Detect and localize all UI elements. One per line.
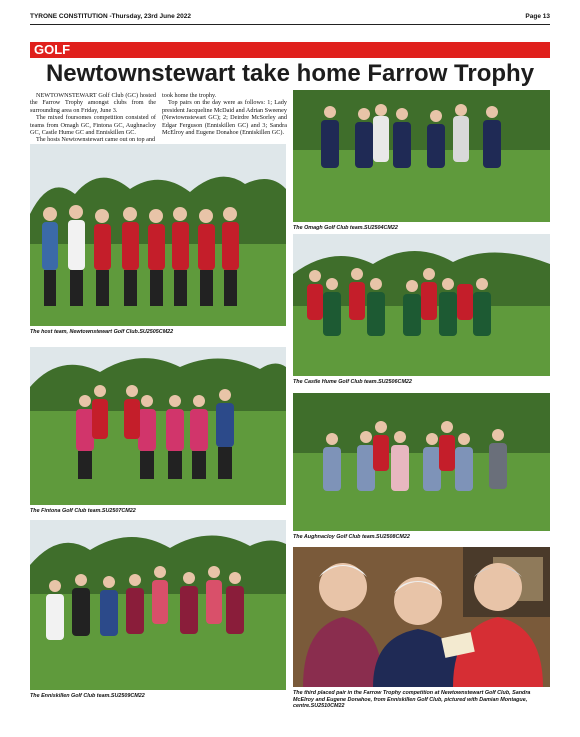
caption-third-place-pair: The third placed pair in the Farrow Trophy competition at Newtownstewart Golf Club, Sandra McElroy and Eugene Donahoe, from Enniskillen Golf Club, pictured with Damian Montague, centre.SU2510CM22 — [293, 690, 531, 710]
header-rule — [30, 24, 550, 25]
caption-host-team: The host team, Newtownstewart Golf Club.SU2505CM22 — [30, 329, 174, 335]
page-header — [30, 13, 550, 23]
caption-enniskillen-team: The Enniskillen Golf Club team.SU2509CM22 — [30, 693, 145, 699]
photo-aughnacloy-team — [293, 393, 550, 531]
caption-castle-hume-team: The Castle Hume Golf Club team.SU2506CM22 — [293, 379, 412, 385]
caption-fintona-team: The Fintona Golf Club team.SU2507CM22 — [30, 508, 136, 514]
caption-aughnacloy-team: The Aughnacloy Golf Club team.SU2508CM22 — [293, 534, 410, 540]
photo-third-place-pair — [293, 547, 550, 687]
section-banner — [30, 42, 550, 58]
page-number: Page 13 — [525, 13, 550, 20]
article-column-2 — [162, 92, 287, 136]
photo-omagh-team — [293, 90, 550, 222]
photo-host-team — [30, 144, 286, 326]
article-paragraph: The mixed foursomes competition consisted of teams from Omagh GC, Fintona GC, Aughnacloy GC, Castle Hume GC and Enniskillen GC. — [30, 114, 156, 137]
article-paragraph: Top pairs on the day were as follows: 1; Lady president Jacqueline McDaid and Adrian Sweeney (Newtownstewart GC); 2; Deirdre McSorley and Edgar Ferguson (Enniskillen GC) and 3; Sandra McElroy and Eugene Donahoe (Enniskillen GC). — [162, 99, 287, 137]
section-label: GOLF — [34, 42, 71, 57]
photo-castle-hume-team — [293, 234, 550, 376]
photo-enniskillen-team — [30, 520, 286, 690]
caption-omagh-team: The Omagh Golf Club team.SU2504CM22 — [293, 225, 398, 231]
article-column-1 — [30, 92, 156, 144]
headline: Newtownstewart take home Farrow Trophy — [45, 60, 535, 87]
article-paragraph: took home the trophy. — [162, 92, 217, 99]
article-paragraph: The hosts Newtownstewart came out on top and — [36, 136, 156, 144]
photo-fintona-team — [30, 347, 286, 505]
paper-name: TYRONE CONSTITUTION -Thursday, 23rd June 2022 — [30, 13, 191, 20]
article-paragraph: NEWTOWNSTEWART Golf Club (GC) hosted the Farrow Trophy amongst clubs from the surrounding area on Friday, June 3. — [30, 92, 156, 114]
